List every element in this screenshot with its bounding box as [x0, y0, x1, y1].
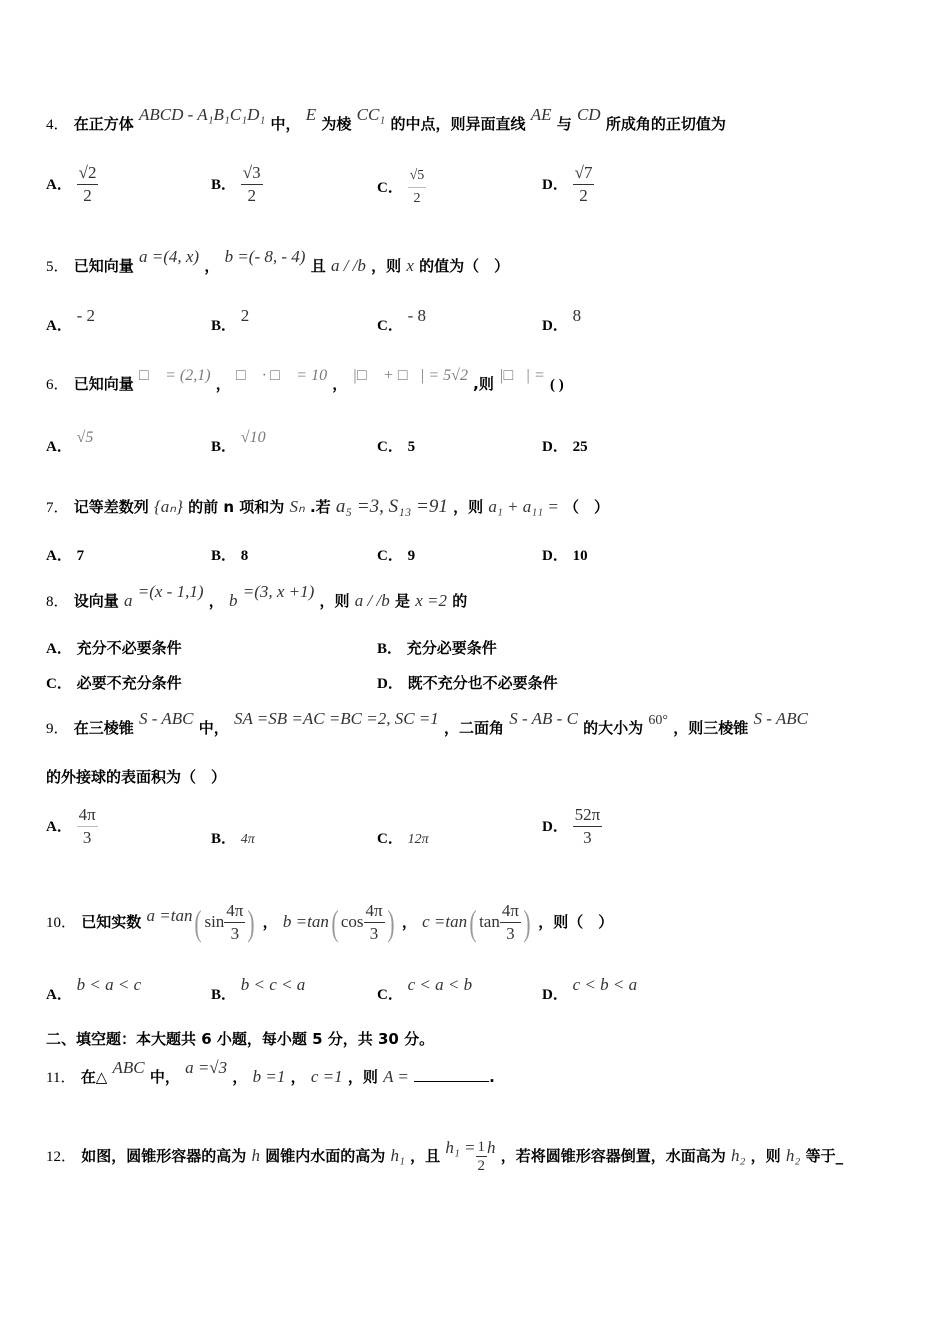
fraction — [573, 162, 595, 207]
fraction — [224, 900, 245, 945]
question-number: 5． — [46, 259, 69, 275]
option-d[interactable] — [542, 545, 588, 566]
math-expression: tan — [479, 912, 500, 931]
right-paren: ) — [523, 902, 531, 943]
left-paren: ( — [194, 902, 203, 943]
stem-text: （ ） — [564, 498, 610, 516]
denominator: 2 — [413, 191, 421, 206]
option-d[interactable] — [542, 306, 582, 336]
option-value: c < b < a — [572, 975, 638, 994]
option-label: D． — [542, 177, 568, 193]
question-11 — [46, 1058, 495, 1088]
question-number: 9． — [46, 721, 69, 737]
option-label: D． — [542, 318, 568, 334]
option-label: D． — [542, 819, 568, 835]
option-a[interactable] — [46, 545, 84, 566]
math-expression: S - ABC — [753, 709, 808, 728]
option-label: C． — [377, 987, 403, 1003]
stem-text: 的中点，则异面直线 — [390, 115, 526, 133]
math-expression: a =(4, x) — [139, 247, 200, 266]
option-value: 8 — [572, 306, 582, 325]
math-expression: AE — [530, 105, 552, 124]
fraction — [408, 165, 427, 210]
math-expression: S - ABC — [139, 709, 194, 728]
question-8 — [46, 582, 468, 612]
option-value: c < a < b — [407, 975, 473, 994]
math-expression: =(x - 1,1) — [137, 582, 204, 601]
stem-text: 所成角的正切值为 — [605, 115, 726, 133]
option-value: √5 — [76, 429, 94, 446]
math-expression: a / /b — [354, 591, 390, 610]
option-b[interactable] — [211, 162, 263, 207]
math-expression: cos — [340, 912, 364, 931]
math-expression: h₁ = — [445, 1138, 476, 1157]
option-label: A． — [46, 641, 72, 657]
math-expression: h₁ — [390, 1146, 405, 1165]
option-label: B． — [211, 439, 237, 455]
numerator: √5 — [408, 165, 427, 188]
option-b[interactable] — [211, 545, 248, 566]
option-label: B． — [211, 548, 237, 564]
denominator: 2 — [83, 186, 92, 205]
stem-text: 圆锥内水面的高为 — [265, 1147, 386, 1165]
right-paren: ) — [247, 902, 255, 943]
option-value: 既不充分也不必要条件 — [407, 674, 558, 692]
denominator: 3 — [82, 828, 92, 847]
math-expression: {aₙ} — [154, 497, 183, 516]
option-value: 9 — [407, 548, 416, 564]
option-a[interactable] — [46, 306, 96, 336]
answer-blank[interactable] — [414, 1067, 489, 1082]
stem-text: ，则 — [347, 1068, 378, 1086]
stem-text: ，则三棱锥 — [673, 719, 749, 737]
question-9-line2 — [46, 767, 226, 787]
fraction — [476, 1138, 488, 1175]
option-b[interactable] — [211, 306, 250, 336]
fraction — [77, 162, 99, 207]
option-c[interactable] — [377, 828, 429, 850]
option-c[interactable] — [377, 975, 473, 1005]
denominator: 3 — [230, 924, 240, 943]
right-paren: ) — [386, 902, 395, 943]
left-paren: ( — [331, 902, 339, 943]
question-number: 6． — [46, 377, 69, 393]
math-expression: E — [305, 105, 317, 124]
math-expression: h₂ — [731, 1146, 746, 1165]
option-label: C． — [377, 548, 403, 564]
math-expression: c =tan — [422, 912, 468, 931]
denominator: 3 — [506, 924, 515, 943]
question-4 — [46, 105, 726, 135]
math-expression: □⃗ = (2,1) — [139, 367, 211, 384]
math-expression: h — [487, 1138, 496, 1157]
stem-text: 是 — [394, 592, 410, 610]
stem-text: 如图，圆锥形容器的高为 — [81, 1147, 247, 1165]
question-number: 10． — [46, 915, 77, 931]
option-value: - 2 — [76, 306, 96, 325]
numerator: √2 — [77, 162, 99, 185]
option-value: 10 — [572, 548, 588, 564]
option-label: A． — [46, 318, 72, 334]
math-expression: a / /b — [330, 256, 366, 275]
stem-text: . — [489, 1068, 495, 1086]
denominator: 2 — [247, 186, 256, 205]
section-heading: 二、填空题：本大题共 6 小题，每小题 5 分，共 30 分。 — [46, 1030, 435, 1048]
option-label: A． — [46, 987, 72, 1003]
stem-text: 的 — [452, 592, 468, 610]
option-value: 8 — [240, 548, 249, 564]
numerator: 52π — [573, 804, 603, 827]
option-d[interactable] — [542, 804, 602, 849]
option-b[interactable] — [377, 638, 497, 659]
option-b[interactable] — [211, 828, 255, 850]
option-label: C． — [377, 180, 403, 196]
option-value: - 8 — [407, 306, 427, 325]
math-expression: SA =SB =AC =BC =2, SC =1 — [233, 709, 439, 728]
question-12 — [46, 1128, 844, 1174]
question-number: 12． — [46, 1149, 77, 1165]
option-value: 7 — [76, 548, 85, 564]
math-expression: □⃗ · □⃗ = 10 — [236, 367, 328, 384]
question-5 — [46, 247, 510, 277]
math-expression: Sₙ — [289, 497, 305, 516]
fraction — [500, 900, 521, 945]
math-expression: =(3, x +1) — [242, 582, 315, 601]
stem-text: 在正方体 — [73, 115, 134, 133]
stem-text: 中， — [198, 719, 229, 737]
option-label: A． — [46, 548, 72, 564]
stem-text: ， — [262, 913, 278, 931]
stem-text: .若 — [309, 498, 331, 516]
left-paren: ( — [469, 902, 477, 943]
stem-text: 的外接球的表面积为（ ） — [46, 768, 227, 786]
question-number: 4． — [46, 117, 69, 133]
question-9 — [46, 709, 808, 740]
option-label: B． — [211, 831, 237, 847]
option-label: D． — [377, 676, 403, 692]
stem-text: ， — [215, 375, 231, 393]
numerator: 4π — [500, 900, 521, 923]
option-c[interactable] — [377, 165, 426, 210]
option-d[interactable] — [377, 673, 558, 694]
option-c[interactable] — [377, 545, 415, 566]
math-expression: a₅ =3, S₁₃ =91 — [335, 496, 448, 517]
option-label: B． — [211, 318, 237, 334]
option-label: A． — [46, 177, 72, 193]
stem-text: ， — [290, 1068, 306, 1086]
option-label: C． — [377, 318, 403, 334]
math-expression: h — [251, 1146, 260, 1165]
option-value: 必要不充分条件 — [76, 674, 182, 692]
numerator: √3 — [241, 162, 263, 185]
option-label: B． — [211, 177, 237, 193]
option-value: 充分不必要条件 — [76, 639, 182, 657]
math-expression: CD — [576, 105, 601, 124]
option-b[interactable] — [211, 975, 306, 1005]
stem-text: ( ) — [550, 377, 564, 393]
math-expression: a — [124, 591, 133, 610]
math-expression: A = — [383, 1067, 409, 1086]
denominator: 2 — [579, 186, 588, 205]
stem-text: 与 — [556, 115, 572, 133]
fraction — [77, 804, 98, 849]
math-expression: a₁ + a₁₁ = — [488, 497, 559, 516]
option-label: C． — [377, 831, 403, 847]
math-expression: ABCD - A₁B₁C₁D₁ — [139, 105, 266, 124]
stem-text: 等于_ — [805, 1147, 844, 1165]
math-expression: CC₁ — [356, 105, 386, 124]
stem-text: 已知向量 — [73, 257, 134, 275]
option-c[interactable] — [377, 436, 415, 457]
stem-text: ， — [332, 375, 348, 393]
option-value: 5 — [407, 439, 416, 455]
stem-text: ，则 — [453, 498, 484, 516]
option-value: 4π — [240, 832, 255, 847]
option-label: D． — [542, 439, 568, 455]
option-c[interactable] — [377, 306, 427, 336]
fraction — [364, 900, 385, 945]
numerator: √7 — [573, 162, 595, 185]
stem-text: ，若将圆锥形容器倒置，水面高为 — [500, 1147, 726, 1165]
numerator: 4π — [77, 804, 98, 827]
stem-text: 的值为（ ） — [419, 257, 510, 275]
math-expression: a =√3 — [185, 1058, 228, 1077]
stem-text: 为棱 — [321, 115, 352, 133]
stem-text: 已知实数 — [81, 913, 142, 931]
stem-text: 中， — [149, 1068, 180, 1086]
option-a[interactable] — [46, 162, 98, 207]
denominator: 3 — [583, 828, 592, 847]
option-value: b < c < a — [240, 975, 306, 994]
option-d[interactable] — [542, 975, 638, 1005]
question-number: 7． — [46, 500, 69, 516]
stem-text: 记等差数列 — [73, 498, 149, 516]
stem-text: 在△ — [80, 1068, 108, 1086]
stem-text: 的前 n 项和为 — [188, 498, 285, 516]
option-a[interactable] — [46, 429, 94, 457]
question-10 — [46, 893, 614, 943]
math-expression: ABC — [112, 1058, 145, 1077]
stem-text: ,则 — [473, 375, 494, 393]
stem-text: ， — [401, 913, 417, 931]
math-expression: x =2 — [415, 591, 447, 610]
question-number: 8． — [46, 594, 69, 610]
math-expression: b =(- 8, - 4) — [224, 247, 306, 266]
option-label: B． — [377, 641, 403, 657]
math-expression: sin — [204, 912, 225, 931]
option-label: D． — [542, 548, 568, 564]
option-b[interactable] — [211, 429, 266, 457]
stem-text: ，二面角 — [444, 719, 505, 737]
stem-text: 且 — [310, 257, 326, 275]
stem-text: ，则 — [319, 592, 350, 610]
math-expression: c =1 — [310, 1067, 343, 1086]
math-expression: b =tan — [282, 912, 329, 931]
denominator: 2 — [477, 1158, 486, 1174]
option-label: B． — [211, 987, 237, 1003]
stem-text: ，且 — [410, 1147, 441, 1165]
option-value: √10 — [240, 429, 266, 446]
fraction — [241, 162, 263, 207]
numerator: 1 — [477, 1139, 486, 1155]
stem-text: ， — [208, 592, 224, 610]
stem-text: ，则 — [750, 1147, 781, 1165]
stem-text: 设向量 — [73, 592, 119, 610]
option-value: 充分必要条件 — [406, 639, 497, 657]
option-a[interactable] — [46, 975, 142, 1005]
math-expression: |□⃗ + □⃗| = 5√2 — [352, 367, 468, 384]
stem-text: ， — [232, 1068, 248, 1086]
option-d[interactable] — [542, 436, 588, 457]
stem-text: ， — [204, 257, 220, 275]
option-value: 25 — [572, 439, 588, 455]
option-label: D． — [542, 987, 568, 1003]
math-expression: a =tan — [146, 906, 193, 925]
option-value: 2 — [240, 306, 250, 325]
option-d[interactable] — [542, 162, 594, 207]
math-expression: b =1 — [252, 1067, 286, 1086]
denominator: 3 — [369, 924, 379, 943]
math-expression: 60° — [648, 713, 669, 728]
fraction — [573, 804, 603, 849]
stem-text: 的大小为 — [583, 719, 644, 737]
math-expression: S - AB - C — [509, 709, 578, 728]
math-expression: b — [228, 591, 238, 610]
stem-text: 中， — [270, 115, 301, 133]
math-expression: x — [406, 256, 414, 275]
question-6 — [46, 367, 564, 395]
math-expression: |□⃗| = — [499, 367, 545, 384]
question-number: 11． — [46, 1070, 76, 1086]
stem-text: ，则 — [371, 257, 402, 275]
math-expression: h₂ — [785, 1146, 801, 1165]
option-label: A． — [46, 819, 72, 835]
numerator: 4π — [224, 900, 245, 923]
option-a[interactable] — [46, 638, 182, 659]
numerator: 4π — [364, 900, 385, 923]
stem-text: 已知向量 — [73, 375, 134, 393]
option-a[interactable] — [46, 804, 98, 849]
question-7 — [46, 497, 609, 518]
option-label: C． — [46, 676, 72, 692]
option-c[interactable] — [46, 673, 182, 694]
option-value: 12π — [407, 832, 429, 847]
option-value: b < a < c — [76, 975, 142, 994]
option-label: C． — [377, 439, 403, 455]
stem-text: ，则（ ） — [538, 913, 614, 931]
stem-text: 在三棱锥 — [73, 719, 134, 737]
option-label: A． — [46, 439, 72, 455]
